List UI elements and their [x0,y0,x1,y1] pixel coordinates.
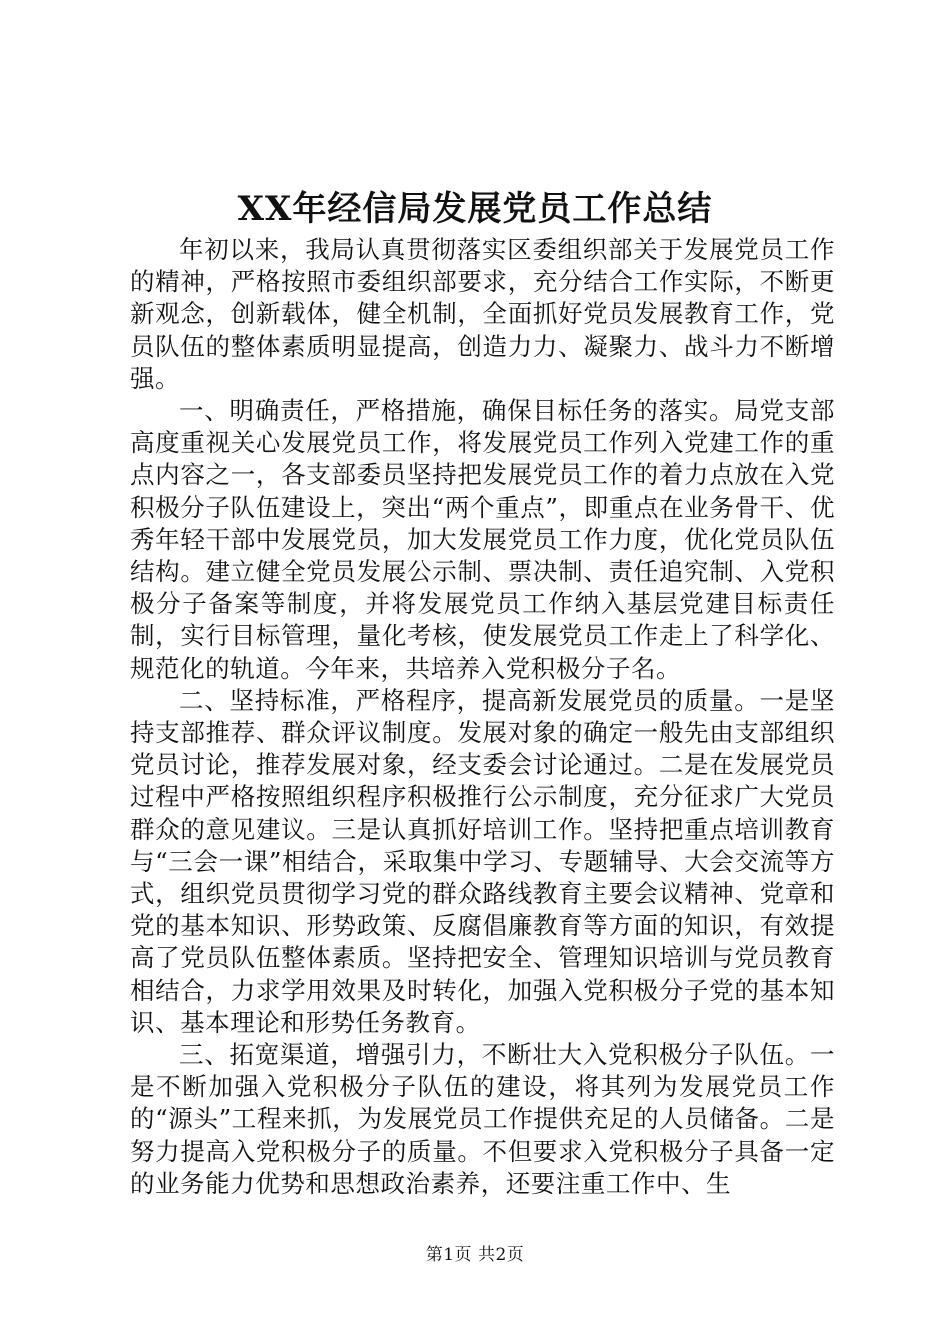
paragraph-section-1: 一、明确责任，严格措施，确保目标任务的落实。局党支部高度重视关心发展党员工作，将发展党员工作列入党建工作的重点内容之一，各支部委员坚持把发展党员工作的着力点放在入党积极分子队伍建设上，突出“两个重点”，即重点在业务骨干、优秀年轻干部中发展党员，加大发展党员工作力度，优化党员队伍结构。建立健全党员发展公示制、票决制、责任追究制、入党积极分子备案等制度，并将发展党员工作纳入基层党建目标责任制，实行目标管理，量化考核，使发展党员工作走上了科学化、规范化的轨道。今年来，共培养入党积极分子名。 [130,396,835,683]
paragraph-section-3: 三、拓宽渠道，增强引力，不断壮大入党积极分子队伍。一是不断加强入党积极分子队伍的建设，将其列为发展党员工作的“源头”工程来抓，为发展党员工作提供充足的人员储备。二是努力提高入党积极分子的质量。不但要求入党积极分子具备一定的业务能力优势和思想政治素养，还要注重工作中、生 [130,1040,835,1198]
paragraph-section-2: 二、坚持标准，严格程序，提高新发展党员的质量。一是坚持支部推荐、群众评议制度。发展对象的确定一般先由支部组织党员讨论，推荐发展对象，经支委会讨论通过。二是在发展党员过程中严格按照组织程序积极推行公示制度，充分征求广大党员群众的意见建议。三是认真抓好培训工作。坚持把重点培训教育与“三会一课”相结合，采取集中学习、专题辅导、大会交流等方式，组织党员贯彻学习党的群众路线教育主要会议精神、党章和党的基本知识、形势政策、反腐倡廉教育等方面的知识，有效提高了党员队伍整体素质。坚持把安全、管理知识培训与党员教育相结合，力求学用效果及时转化，加强入党积极分子党的基本知识、基本理论和形势任务教育。 [130,685,835,1037]
page-number-footer: 第1页 共2页 [425,1245,525,1265]
document-body [130,234,835,1200]
paragraph-intro: 年初以来，我局认真贯彻落实区委组织部关于发展党员工作的精神，严格按照市委组织部要求，充分结合工作实际，不断更新观念，创新载体，健全机制，全面抓好党员发展教育工作，党员队伍的整体素质明显提高，创造力力、凝聚力、战斗力不断增强。 [130,235,835,393]
document-title: XX年经信局发展党员工作总结 [237,189,713,229]
